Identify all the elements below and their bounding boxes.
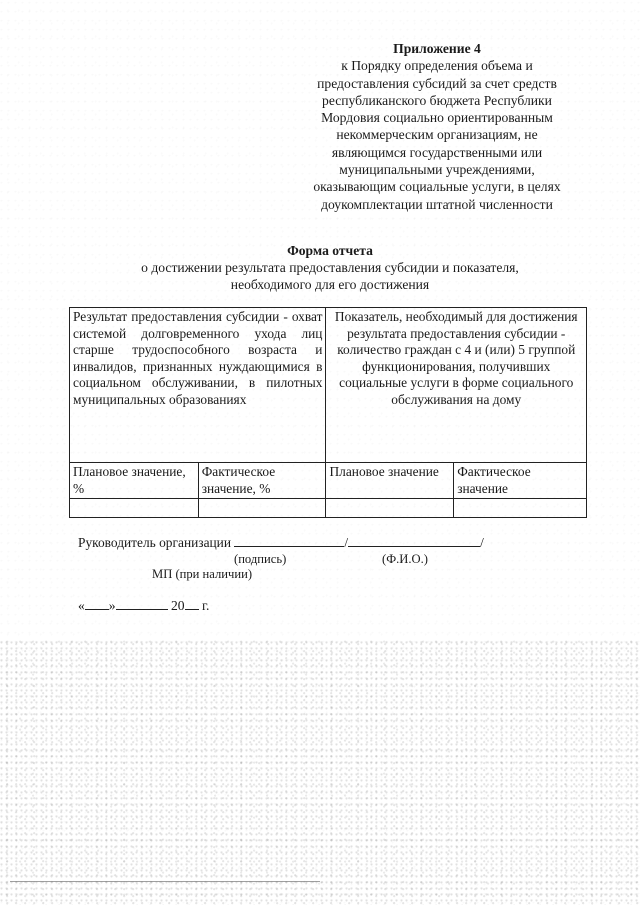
planned-value-header: Плановое значение (326, 463, 454, 499)
full-name-field[interactable] (348, 534, 480, 547)
date-line (78, 597, 209, 614)
stamp-label: МП (при наличии) (152, 567, 253, 581)
day-field[interactable] (85, 597, 109, 610)
form-subtitle: о достижении результата предоставления субсидии и показателя, (141, 260, 519, 275)
table-row (70, 499, 587, 518)
appendix-line: муниципальными учреждениями, (339, 162, 535, 178)
planned-percent-value[interactable] (70, 499, 199, 518)
appendix-line: являющимся государственными или (331, 144, 543, 160)
actual-percent-header: Фактическое значение, % (198, 463, 326, 499)
signature-block (78, 534, 538, 583)
appendix-line: оказывающим социальные услуги, в целях (313, 179, 561, 195)
signature-slash: / (344, 535, 349, 550)
appendix-line: к Порядку определения объема и (341, 58, 533, 74)
table-header-row (70, 308, 587, 463)
appendix-title: Приложение 4 (393, 41, 481, 56)
actual-value-header: Фактическое значение (454, 463, 587, 499)
signature-label: Руководитель организации (78, 535, 232, 550)
scan-edge-line (10, 881, 320, 882)
full-name-caption: (Ф.И.О.) (382, 552, 428, 566)
date-close-quote: » (108, 598, 116, 613)
appendix-block (298, 40, 576, 213)
month-field[interactable] (116, 597, 168, 610)
form-subtitle: необходимого для его достижения (230, 277, 430, 292)
appendix-line: Мордовия социально ориентированным (321, 110, 553, 126)
actual-percent-value[interactable] (198, 499, 326, 518)
signature-slash: / (480, 535, 484, 550)
appendix-line: доукомплектации штатной численности (321, 196, 553, 212)
year-field[interactable] (185, 597, 199, 610)
appendix-line: республиканского бюджета Республики (322, 92, 552, 108)
signature-caption: (подпись) (234, 552, 287, 566)
form-title: Форма отчета (287, 243, 373, 258)
signature-captions (78, 551, 538, 566)
signature-field[interactable] (234, 534, 344, 547)
form-heading (60, 242, 600, 293)
table-subheader-row (70, 463, 587, 499)
appendix-line: предоставления субсидий за счет средств (317, 75, 557, 91)
year-prefix: 20 (171, 598, 185, 613)
result-header-cell: Результат предоставления субсидии - охват системой долговременного ухода лиц старше трудоспособного возраста и инвалидов, признанных нуждающимися в социальном обслуживании, в пилотных муниципальных образованиях (70, 308, 326, 463)
report-table (69, 307, 587, 518)
year-suffix: г. (198, 598, 210, 613)
appendix-line: некоммерческим организациям, не (336, 127, 538, 143)
planned-value[interactable] (326, 499, 454, 518)
scan-noise-bottom (0, 640, 640, 905)
signature-line (78, 534, 538, 551)
planned-percent-header: Плановое значение, % (70, 463, 199, 499)
indicator-header-cell: Показатель, необходимый для достижения результата предоставления субсидии - количество граждан с 4 и (или) 5 группой функционирования, получивших социальные услуги в форме социального обслуживания на дому (326, 308, 587, 463)
date-open-quote: « (78, 598, 85, 613)
actual-value[interactable] (454, 499, 587, 518)
